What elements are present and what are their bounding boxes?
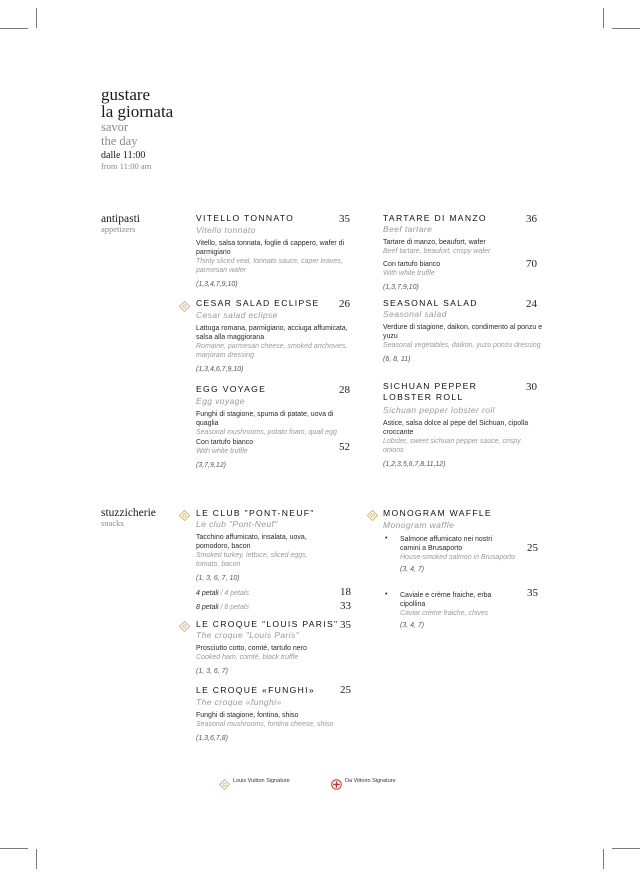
item-extra-en: With white truffle (196, 448, 248, 455)
option-description: Salmone affumicato nei nostri camini a Brusaporto (400, 536, 493, 552)
item-price: 25 (340, 684, 351, 696)
item-description-en: Seasonal mushrooms, fontina cheese, shiso (196, 721, 334, 728)
item-price: 30 (526, 381, 537, 393)
item-description-en: Smoked turkey, lettuce, sliced eggs, tomato, bacon (196, 552, 308, 568)
item-name: MONOGRAM WAFFLE (383, 508, 492, 518)
item-description-en: Seasonal mushrooms, potato foam, quail egg (196, 429, 337, 436)
section-subtitle-stuzzicherie: snacks (101, 518, 124, 528)
item-extra-price: 70 (526, 258, 537, 270)
item-translation: Beef tartare (383, 224, 433, 234)
crop-mark (36, 849, 37, 869)
section-subtitle-antipasti: appetizers (101, 224, 136, 234)
heading-line-2: la giornata (101, 102, 174, 121)
item-description-en: Beef tartare, beaufort, crispy wafer (383, 248, 491, 255)
legend-lv-signature: Louis Vuitton Signature (233, 778, 290, 784)
item-allergens: (3,7,9,12) (196, 462, 226, 469)
option-description-en: Caviar crème fraiche, chives (400, 610, 489, 617)
item-translation: The croque "Louis Paris" (196, 630, 300, 640)
option-label-en: 4 petals (224, 590, 249, 597)
item-translation: Cesar salad eclipse (196, 310, 278, 320)
bullet: • (385, 535, 388, 542)
item-translation: Sichuan pepper lobster roll (383, 405, 495, 415)
item-translation: The croque «funghi» (196, 697, 282, 707)
menu-item-croque-louis-paris (196, 619, 356, 676)
crop-mark (612, 848, 640, 849)
item-allergens: (1,3,4,6,7,9,10) (196, 366, 244, 373)
option-label-en: 8 petals (224, 604, 249, 611)
item-name: SEASONAL SALAD (383, 298, 478, 308)
item-description: Funghi di stagione, spuma di patate, uova di quaglia (196, 411, 334, 427)
item-name: LE CROQUE "LOUIS PARIS" (196, 619, 339, 629)
item-price: 35 (339, 213, 350, 225)
item-description: Prosciutto cotto, comté, tartufo nero (196, 645, 307, 652)
item-translation: Vitello tonnato (196, 225, 256, 235)
item-allergens: (1,3,7,9,10) (383, 284, 419, 291)
item-description-en: Thinly sliced veal, tonnato sauce, caper leaves, parmesan wafer (196, 258, 343, 274)
item-extra-en: With white truffle (383, 270, 435, 277)
lv-flower-icon (179, 299, 190, 310)
item-description-en: Seasonal vegetables, daikon, yuzu ponzu dressing (383, 342, 541, 349)
item-translation: Seasonal salad (383, 309, 447, 319)
item-price: 26 (339, 298, 350, 310)
option-label: 4 petali (196, 590, 219, 597)
item-description: Astice, salsa dolce al pepe del Sichuan, cipolla croccante (383, 420, 529, 436)
waffle-option-caviar (400, 591, 530, 630)
lv-flower-icon (367, 508, 378, 519)
item-allergens: (1,3,4,7,9,10) (196, 281, 238, 288)
item-price: 36 (526, 213, 537, 225)
crop-mark (603, 849, 604, 869)
lv-flower-icon (179, 619, 190, 630)
item-description-en: Cooked ham, comté, black truffle (196, 654, 299, 661)
item-name: CESAR SALAD ECLIPSE (196, 298, 320, 308)
item-description: Tartare di manzo, beaufort, wafer (383, 239, 486, 246)
lv-flower-icon (179, 508, 190, 519)
option-price: 35 (527, 587, 538, 599)
item-name: TARTARE DI MANZO (383, 213, 487, 223)
club-option-4: 4 petali / 4 petals (196, 590, 249, 597)
menu-item-vitello (196, 213, 356, 289)
item-allergens: (1, 3, 6, 7) (196, 668, 228, 675)
menu-item-egg (196, 384, 356, 470)
option-price: 33 (340, 600, 351, 612)
item-translation: Le club "Pont-Neuf" (196, 519, 278, 529)
section-title-stuzzicherie: stuzzicherie (101, 507, 156, 519)
item-description: Verdure di stagione, daikon, condimento al ponzu e yuzu (383, 324, 543, 340)
item-description: Tacchino affumicato, insalata, uova, pomodoro, bacon (196, 534, 307, 550)
item-extra-price: 52 (339, 441, 350, 453)
heading-line-1: gustare (101, 85, 151, 104)
item-translation: Monogram waffle (383, 520, 455, 530)
menu-item-club (196, 508, 356, 612)
heading-line-4: the day (101, 134, 138, 148)
menu-item-cesar (196, 298, 356, 374)
service-time-en: from 11:00 am (101, 161, 152, 171)
menu-item-lobster (383, 381, 529, 469)
item-extra: Con tartufo bianco (196, 439, 254, 446)
item-allergens: (1, 3, 6, 7, 10) (196, 575, 240, 582)
item-name: SICHUAN PEPPER LOBSTER ROLL (383, 381, 478, 402)
option-allergens: (3, 4, 7) (400, 566, 425, 573)
lv-flower-icon (219, 777, 230, 788)
item-allergens: (1,2,3,5,6,7,8,11,12) (383, 461, 446, 468)
crop-mark (603, 8, 604, 28)
menu-item-tartare (383, 213, 543, 292)
item-name: LE CROQUE «FUNGHI» (196, 685, 315, 695)
menu-item-seasonal (383, 298, 543, 364)
crop-mark (612, 28, 640, 29)
item-name: VITELLO TONNATO (196, 213, 295, 223)
item-price: 35 (340, 619, 351, 631)
option-price: 25 (527, 542, 538, 554)
crop-mark (0, 848, 28, 849)
item-allergens: (6, 8, 11) (383, 356, 411, 363)
crop-mark (0, 28, 28, 29)
option-label: 8 petali (196, 604, 219, 611)
section-title-antipasti: antipasti (101, 213, 140, 225)
item-description: Lattuga romana, parmigiano, acciuga affumicata, salsa alla maggiorana (196, 325, 348, 341)
menu-item-waffle (383, 508, 543, 531)
service-time: dalle 11:00 (101, 150, 146, 161)
option-allergens: (3, 4, 7) (400, 622, 425, 629)
item-description-en: Romaine, parmesan cheese, smoked anchovies, marjoram dressing (196, 343, 348, 359)
item-price: 24 (526, 298, 537, 310)
item-price: 28 (339, 384, 350, 396)
item-name: EGG VOYAGE (196, 384, 267, 394)
da-vittorio-icon (331, 777, 342, 788)
item-translation: Egg voyage (196, 396, 245, 406)
crop-mark (36, 8, 37, 28)
heading-line-3: savor (101, 120, 129, 134)
menu-heading (101, 86, 173, 171)
legend-dv-signature: Da Vittorio Signature (345, 778, 396, 784)
option-description-en: House-smoked salmon in Brusaporto (400, 554, 516, 561)
item-description: Funghi di stagione, fontina, shiso (196, 712, 299, 719)
item-description: Vitello, salsa tonnata, foglie di cappero, wafer di parmigiano (196, 240, 345, 256)
waffle-option-salmon (400, 535, 530, 574)
item-name: LE CLUB "PONT-NEUF" (196, 508, 315, 518)
item-extra: Con tartufo bianco (383, 261, 441, 268)
option-description: Caviale e crème fraiche, erba cipollina (400, 592, 492, 608)
bullet: • (385, 591, 388, 598)
club-option-8: 8 petali / 8 petals (196, 604, 249, 611)
item-description-en: Lobster, sweet sichuan pepper sauce, crispy onions (383, 438, 521, 454)
menu-item-croque-funghi (196, 685, 356, 743)
item-allergens: (1,3,6,7,8) (196, 735, 228, 742)
option-price: 18 (340, 586, 351, 598)
